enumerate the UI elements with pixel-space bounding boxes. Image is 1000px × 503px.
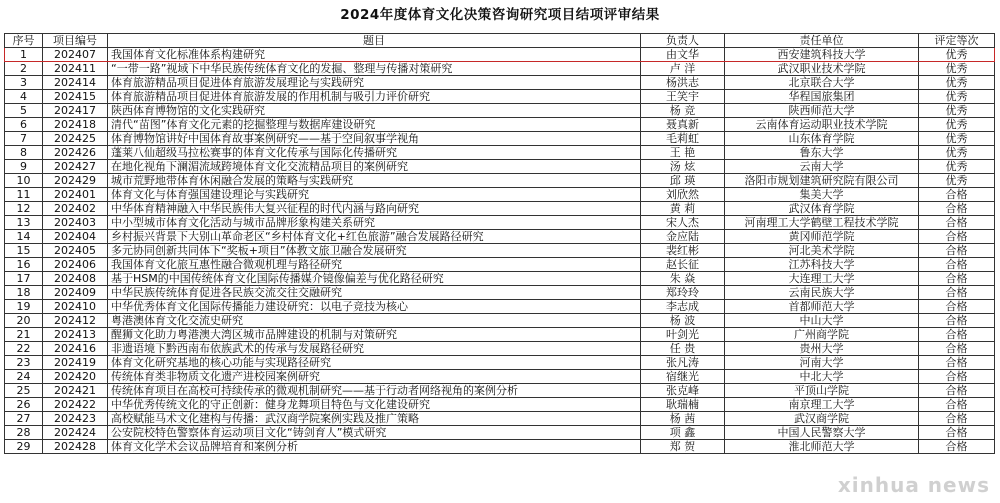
- project-code: 202427: [43, 160, 108, 174]
- project-code: 202404: [43, 230, 108, 244]
- project-title: 在地化视角下澜湄流域跨境体育文化交流精品项目的案例研究: [108, 160, 641, 174]
- project-title: 公安院校特色警察体育运动项目文化“铸剑育人”模式研究: [108, 426, 641, 440]
- table-row: [5, 412, 995, 426]
- table-row: [5, 188, 995, 202]
- column-header-unit: 责任单位: [725, 34, 919, 48]
- evaluation-grade: 合格: [919, 314, 995, 328]
- project-owner: 朱 焱: [641, 272, 725, 286]
- row-index: 9: [5, 160, 43, 174]
- row-index: 28: [5, 426, 43, 440]
- evaluation-grade: 优秀: [919, 118, 995, 132]
- row-index: 2: [5, 62, 43, 76]
- project-code: 202419: [43, 356, 108, 370]
- responsible-unit: 北京联合大学: [725, 76, 919, 90]
- project-title: 粤港澳体育文化交流史研究: [108, 314, 641, 328]
- row-index: 21: [5, 328, 43, 342]
- row-index: 1: [5, 48, 43, 62]
- project-title: 陕西体育博物馆的文化实践研究: [108, 104, 641, 118]
- evaluation-grade: 合格: [919, 202, 995, 216]
- project-title: 体育文化与体育强国建设理论与实践研究: [108, 188, 641, 202]
- evaluation-grade: 合格: [919, 300, 995, 314]
- responsible-unit: 武汉商学院: [725, 412, 919, 426]
- project-title: 中小型城市体育文化活动与城市品牌形象构建关系研究: [108, 216, 641, 230]
- project-owner: 汤 炫: [641, 160, 725, 174]
- row-index: 4: [5, 90, 43, 104]
- table-row: [5, 202, 995, 216]
- responsible-unit: 武汉体育学院: [725, 202, 919, 216]
- project-code: 202428: [43, 440, 108, 454]
- responsible-unit: 大连理工大学: [725, 272, 919, 286]
- responsible-unit: 河南大学: [725, 356, 919, 370]
- table-row: [5, 272, 995, 286]
- evaluation-grade: 合格: [919, 188, 995, 202]
- row-index: 20: [5, 314, 43, 328]
- responsible-unit: 黄冈师范学院: [725, 230, 919, 244]
- responsible-unit: 平顶山学院: [725, 384, 919, 398]
- table-row: [5, 328, 995, 342]
- evaluation-grade: 优秀: [919, 48, 995, 62]
- project-code: 202409: [43, 286, 108, 300]
- project-title: 蓬莱八仙超级马拉松赛事的体育文化传承与国际化传播研究: [108, 146, 641, 160]
- project-owner: 聂真新: [641, 118, 725, 132]
- project-code: 202426: [43, 146, 108, 160]
- table-row: [5, 174, 995, 188]
- project-owner: 叶剑光: [641, 328, 725, 342]
- evaluation-grade: 合格: [919, 342, 995, 356]
- project-title: 非遗语境下黔西南布依族武术的传承与发展路径研究: [108, 342, 641, 356]
- evaluation-grade: 合格: [919, 258, 995, 272]
- project-code: 202407: [43, 48, 108, 62]
- project-owner: 由文华: [641, 48, 725, 62]
- project-code: 202414: [43, 76, 108, 90]
- row-index: 11: [5, 188, 43, 202]
- project-code: 202420: [43, 370, 108, 384]
- project-owner: 卢 洋: [641, 62, 725, 76]
- project-owner: 宿继光: [641, 370, 725, 384]
- row-index: 10: [5, 174, 43, 188]
- project-owner: 李志成: [641, 300, 725, 314]
- responsible-unit: 云南大学: [725, 160, 919, 174]
- responsible-unit: 南京理工大学: [725, 398, 919, 412]
- project-title: 体育博物馆讲好中国体育故事案例研究——基于空间叙事学视角: [108, 132, 641, 146]
- row-index: 18: [5, 286, 43, 300]
- project-owner: 杨 竞: [641, 104, 725, 118]
- evaluation-grade: 合格: [919, 384, 995, 398]
- project-code: 202402: [43, 202, 108, 216]
- row-index: 14: [5, 230, 43, 244]
- project-code: 202429: [43, 174, 108, 188]
- project-owner: 裴红彬: [641, 244, 725, 258]
- project-code: 202411: [43, 62, 108, 76]
- table-row: [5, 286, 995, 300]
- responsible-unit: 河北美术学院: [725, 244, 919, 258]
- project-code: 202418: [43, 118, 108, 132]
- project-title: 体育文化研究基地的核心功能与实现路径研究: [108, 356, 641, 370]
- project-code: 202425: [43, 132, 108, 146]
- table-body: [5, 48, 995, 454]
- row-index: 29: [5, 440, 43, 454]
- project-owner: 金应陆: [641, 230, 725, 244]
- evaluation-grade: 合格: [919, 412, 995, 426]
- project-title: 清代“苗图”体育文化元素的挖掘整理与数据库建设研究: [108, 118, 641, 132]
- project-owner: 王 艳: [641, 146, 725, 160]
- table-row: [5, 342, 995, 356]
- table-row: [5, 104, 995, 118]
- project-title: 高校赋能马术文化建构与传播：武汉商学院案例实践及推广策略: [108, 412, 641, 426]
- row-index: 24: [5, 370, 43, 384]
- evaluation-grade: 合格: [919, 286, 995, 300]
- project-owner: 张凡涛: [641, 356, 725, 370]
- project-title: 传统体育类非物质文化遗产进校园案例研究: [108, 370, 641, 384]
- project-owner: 毛莉虹: [641, 132, 725, 146]
- column-header-grade: 评定等次: [919, 34, 995, 48]
- evaluation-grade: 优秀: [919, 160, 995, 174]
- project-title: 我国体育文化旅互惠性融合微观机理与路径研究: [108, 258, 641, 272]
- project-title: 中华优秀传统文化的守正创新：健身龙舞项目特色与文化建设研究: [108, 398, 641, 412]
- table-row: [5, 300, 995, 314]
- row-index: 3: [5, 76, 43, 90]
- table-row: [5, 76, 995, 90]
- responsible-unit: 首都师范大学: [725, 300, 919, 314]
- project-title: 多元协同创新共同体下“奖板+项目”体教文旅卫融合发展研究: [108, 244, 641, 258]
- table-row: [5, 132, 995, 146]
- evaluation-grade: 优秀: [919, 174, 995, 188]
- table-row: [5, 384, 995, 398]
- project-title: 体育旅游精品项目促进体育旅游发展理论与实践研究: [108, 76, 641, 90]
- evaluation-grade: 优秀: [919, 90, 995, 104]
- row-index: 8: [5, 146, 43, 160]
- project-code: 202421: [43, 384, 108, 398]
- responsible-unit: 鲁东大学: [725, 146, 919, 160]
- responsible-unit: 山东体育学院: [725, 132, 919, 146]
- row-index: 6: [5, 118, 43, 132]
- evaluation-grade: 合格: [919, 230, 995, 244]
- project-title: 中华民族传统体育促进各民族交流交往交融研究: [108, 286, 641, 300]
- row-index: 27: [5, 412, 43, 426]
- row-index: 7: [5, 132, 43, 146]
- project-owner: 宋人杰: [641, 216, 725, 230]
- project-code: 202410: [43, 300, 108, 314]
- row-index: 12: [5, 202, 43, 216]
- project-owner: 杨洪志: [641, 76, 725, 90]
- project-code: 202403: [43, 216, 108, 230]
- table-row: [5, 314, 995, 328]
- watermark-logo: xinhua news: [837, 473, 990, 497]
- project-owner: 王笑宇: [641, 90, 725, 104]
- project-owner: 郑 贺: [641, 440, 725, 454]
- project-code: 202413: [43, 328, 108, 342]
- results-table: [4, 33, 995, 454]
- project-owner: 杨 茜: [641, 412, 725, 426]
- row-index: 17: [5, 272, 43, 286]
- responsible-unit: 集美大学: [725, 188, 919, 202]
- project-title: 中华优秀体育文化国际传播能力建设研究：以电子竞技为核心: [108, 300, 641, 314]
- column-header-index: 序号: [5, 34, 43, 48]
- responsible-unit: 云南体育运动职业技术学院: [725, 118, 919, 132]
- project-code: 202401: [43, 188, 108, 202]
- responsible-unit: 华程国旅集团: [725, 90, 919, 104]
- project-title: 基于HSM的中国传统体育文化国际传播媒介镜像偏差与优化路径研究: [108, 272, 641, 286]
- evaluation-grade: 合格: [919, 328, 995, 342]
- project-code: 202422: [43, 398, 108, 412]
- responsible-unit: 中北大学: [725, 370, 919, 384]
- evaluation-grade: 合格: [919, 440, 995, 454]
- project-title: 传统体育项目在高校可持续传承的微观机制研究——基于行动者网络视角的案例分析: [108, 384, 641, 398]
- project-title: 乡村振兴背景下大别山革命老区“乡村体育文化+红色旅游”融合发展路径研究: [108, 230, 641, 244]
- table-row: [5, 160, 995, 174]
- table-row: [5, 90, 995, 104]
- responsible-unit: 武汉职业技术学院: [725, 62, 919, 76]
- project-owner: 赵长征: [641, 258, 725, 272]
- project-owner: 郑玲玲: [641, 286, 725, 300]
- project-owner: 项 鑫: [641, 426, 725, 440]
- responsible-unit: 贵州大学: [725, 342, 919, 356]
- responsible-unit: 洛阳市规划建筑研究院有限公司: [725, 174, 919, 188]
- table-row: [5, 398, 995, 412]
- project-title: 中华体育精神融入中华民族伟大复兴征程的时代内涵与路向研究: [108, 202, 641, 216]
- project-owner: 黄 莉: [641, 202, 725, 216]
- project-code: 202408: [43, 272, 108, 286]
- row-index: 16: [5, 258, 43, 272]
- evaluation-grade: 合格: [919, 426, 995, 440]
- project-owner: 邱 瑛: [641, 174, 725, 188]
- row-index: 26: [5, 398, 43, 412]
- project-code: 202423: [43, 412, 108, 426]
- project-title: 醒狮文化助力粤港澳大湾区城市品牌建设的机制与对策研究: [108, 328, 641, 342]
- responsible-unit: 西安建筑科技大学: [725, 48, 919, 62]
- responsible-unit: 陕西师范大学: [725, 104, 919, 118]
- row-index: 13: [5, 216, 43, 230]
- project-code: 202405: [43, 244, 108, 258]
- responsible-unit: 中国人民警察大学: [725, 426, 919, 440]
- column-header-code: 项目编号: [43, 34, 108, 48]
- column-header-title: 题目: [108, 34, 641, 48]
- responsible-unit: 云南民族大学: [725, 286, 919, 300]
- table-row: [5, 146, 995, 160]
- column-header-owner: 负责人: [641, 34, 725, 48]
- project-title: 体育旅游精品项目促进体育旅游发展的作用机制与吸引力评价研究: [108, 90, 641, 104]
- project-title: “一带一路”视域下中华民族传统体育文化的发掘、整理与传播对策研究: [108, 62, 641, 76]
- responsible-unit: 中山大学: [725, 314, 919, 328]
- project-code: 202406: [43, 258, 108, 272]
- project-owner: 张克峰: [641, 384, 725, 398]
- table-row: [5, 48, 995, 62]
- responsible-unit: 江苏科技大学: [725, 258, 919, 272]
- responsible-unit: 广州商学院: [725, 328, 919, 342]
- evaluation-grade: 优秀: [919, 76, 995, 90]
- project-title: 体育文化学术会议品牌培育和案例分析: [108, 440, 641, 454]
- project-owner: 任 贵: [641, 342, 725, 356]
- table-row: [5, 62, 995, 76]
- project-owner: 杨 波: [641, 314, 725, 328]
- row-index: 23: [5, 356, 43, 370]
- responsible-unit: 河南理工大学鹤壁工程技术学院: [725, 216, 919, 230]
- table-row: [5, 356, 995, 370]
- table-row: [5, 244, 995, 258]
- project-title: 城市荒野地带体育休闲融合发展的策略与实践研究: [108, 174, 641, 188]
- evaluation-grade: 合格: [919, 398, 995, 412]
- evaluation-grade: 合格: [919, 216, 995, 230]
- table-row: [5, 230, 995, 244]
- row-index: 22: [5, 342, 43, 356]
- project-code: 202424: [43, 426, 108, 440]
- evaluation-grade: 合格: [919, 244, 995, 258]
- project-title: 我国体育文化标准体系构建研究: [108, 48, 641, 62]
- table-row: [5, 370, 995, 384]
- project-code: 202415: [43, 90, 108, 104]
- table-row: [5, 216, 995, 230]
- table-row: [5, 440, 995, 454]
- table-row: [5, 258, 995, 272]
- evaluation-grade: 优秀: [919, 104, 995, 118]
- project-code: 202416: [43, 342, 108, 356]
- evaluation-grade: 合格: [919, 356, 995, 370]
- responsible-unit: 淮北师范大学: [725, 440, 919, 454]
- table-row: [5, 426, 995, 440]
- project-owner: 刘欣然: [641, 188, 725, 202]
- project-code: 202417: [43, 104, 108, 118]
- page-title: 2024年度体育文化决策咨询研究项目结项评审结果: [340, 7, 660, 23]
- evaluation-grade: 优秀: [919, 62, 995, 76]
- table-row: [5, 118, 995, 132]
- row-index: 15: [5, 244, 43, 258]
- evaluation-grade: 合格: [919, 272, 995, 286]
- row-index: 25: [5, 384, 43, 398]
- row-index: 19: [5, 300, 43, 314]
- project-owner: 耿瑞楠: [641, 398, 725, 412]
- table-header-row: [5, 34, 995, 48]
- evaluation-grade: 优秀: [919, 132, 995, 146]
- project-code: 202412: [43, 314, 108, 328]
- evaluation-grade: 合格: [919, 370, 995, 384]
- evaluation-grade: 优秀: [919, 146, 995, 160]
- row-index: 5: [5, 104, 43, 118]
